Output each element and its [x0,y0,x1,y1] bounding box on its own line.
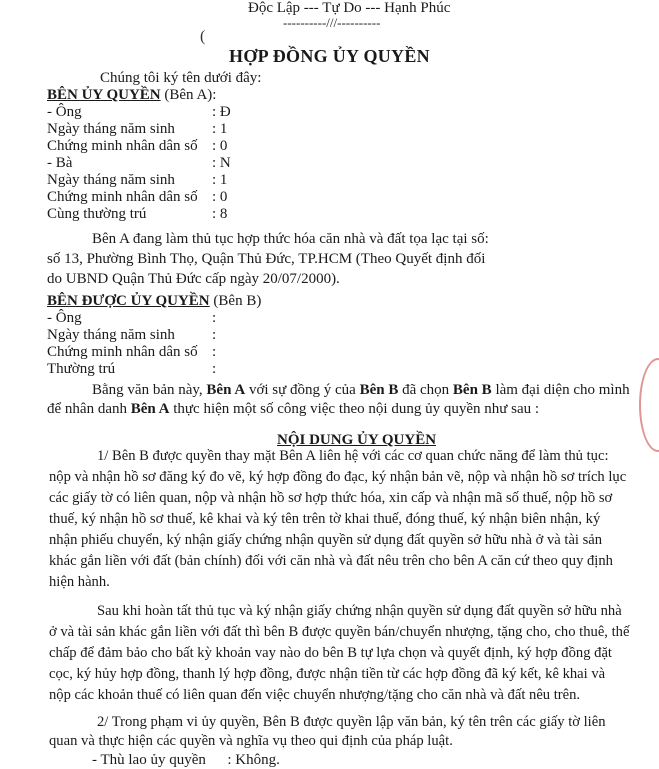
property-line: số 13, Phường Bình Thọ, Quận Thủ Đức, TP.HCM (Theo Quyết định đối [47,251,486,267]
field-label: - Ông [47,310,82,326]
field-value: : N [212,155,231,171]
party-a-field [47,121,227,138]
field-value: : 8 [212,206,228,222]
field-label: - Ông [47,104,82,120]
field-value: : [212,327,217,343]
motto-separator: ----------///---------- [283,15,381,30]
field-label: Chứng minh nhân dân số [47,344,198,360]
agreement-line-2 [47,401,539,418]
field-value: : Đ [212,104,231,120]
field-label: Chứng minh nhân dân số [47,138,198,154]
clause-1-line: nộp và nhận hồ sơ đăng ký đo vẽ, ký hợp đồng đo đạc, ký nhận bản vẽ, nộp và nhận hồ sơ trích lục [49,469,627,485]
clause-1-line: các giấy tờ có liên quan, nộp và nhận hồ sơ hợp thức hóa, xin cấp và nhận mã số thuế, nộp hồ sơ [49,490,613,506]
clause-1-line: hiện hành. [49,574,110,590]
party-ref: Bên A [206,382,246,398]
party-ref: Bên B [359,382,399,398]
party-b-title: BÊN ĐƯỢC ỦY QUYỀN [47,293,210,309]
field-label: Cùng thường trú [47,206,147,222]
party-a-title: BÊN ỦY QUYỀN [47,87,161,103]
party-a-field [47,155,231,172]
agreement-line-1 [92,382,630,399]
field-value: : 0 [212,138,228,154]
red-stamp-icon [639,358,659,452]
field-value: : 1 [212,172,228,188]
agreement-text: làm đại diện cho mình [491,382,630,398]
clause-1b-line: cọc, ký hủy hợp đồng, thanh lý hợp đồng, được nhận tiền từ các hợp đồng đã ký kết, kê khai và [49,666,606,682]
party-b-field [47,327,216,344]
agreement-text: để nhân danh [47,401,131,417]
pen-mark: ( [200,28,206,45]
party-a-field [47,206,227,223]
property-line: do UBND Quận Thủ Đức cấp ngày 20/07/2000). [47,271,340,287]
clause-2-line: quan và thực hiện các quyền và nghĩa vụ theo qui định của pháp luật. [49,733,453,749]
field-label: Ngày tháng năm sinh [47,121,175,137]
clause-1b-line: chấp để đảm bảo cho bất kỳ khoản vay nào do bên B tự lựa chọn và quyết định, ký hợp đồng đặt [49,645,612,661]
clause-1-line: 1/ Bên B được quyền thay mặt Bên A liên hệ với các cơ quan chức năng để làm thủ tục: [97,448,609,464]
clause-1b-line: nộp các khoản thuế có liên quan đến việc chuyển nhượng/tặng cho căn nhà và đất nêu trên. [49,687,581,703]
fee-line [92,752,280,769]
party-b-suffix: (Bên B) [209,293,262,309]
party-b-field [47,361,216,378]
clause-2-line: 2/ Trong phạm vi ủy quyền, Bên B được quyền lập văn bản, ký tên trên các giấy tờ liên [97,714,606,730]
field-value: : [212,310,217,326]
party-a-field [47,104,231,121]
agreement-text: Bằng văn bản này, [92,382,207,398]
field-label: - Bà [47,155,73,171]
field-label: Thường trú [47,361,116,377]
party-ref: Bên B [452,382,492,398]
field-value: : [212,361,217,377]
agreement-text: đã chọn [398,382,453,398]
party-a-field [47,138,227,155]
agreement-text: thực hiện một số công việc theo nội dung ủy quyền như sau : [169,401,540,417]
content-heading: NỘI DUNG ỦY QUYỀN [277,432,437,448]
fee-value: : Không. [227,752,280,768]
clause-1b-line: Sau khi hoàn tất thủ tục và ký nhận giấy chứng nhận quyền sử dụng đất quyền sở hữu nhà [97,603,622,619]
field-label: Ngày tháng năm sinh [47,327,175,343]
party-a-suffix: (Bên A): [160,87,217,103]
clause-1b-line: ở và tài sản khác gắn liền với đất thì bên B được quyền bán/chuyển nhượng, tặng cho, cho thuê, thế [49,624,630,640]
clause-1-line: nhận phiếu chuyển, ký nhận giấy chứng nhận quyền sử dụng đất quyền sở hữu nhà ở và tài sản [49,532,603,548]
field-value: : 1 [212,121,228,137]
field-label: Ngày tháng năm sinh [47,172,175,188]
party-ref: Bên A [130,401,170,417]
party-b-field [47,344,216,361]
party-a-field [47,172,227,189]
document-title: HỢP ĐỒNG ỦY QUYỀN [229,46,430,66]
fee-label: - Thù lao ủy quyền [92,752,206,768]
field-value: : [212,344,217,360]
agreement-text: với sự đồng ý của [245,382,360,398]
intro-text: Chúng tôi ký tên dưới đây: [100,70,262,86]
field-value: : 0 [212,189,228,205]
party-b-field [47,310,216,327]
party-a-field [47,189,227,206]
field-label: Chứng minh nhân dân số [47,189,198,205]
clause-1-line: thuế, ký nhận hồ sơ thuế, kê khai và ký tên trên tờ khai thuế, đóng thuế, ký nhận biên nhận, ký [49,511,601,527]
clause-1-line: khác gắn liền với đất (bản chính) đối với căn nhà và đất nêu trên cho bên A căn cứ theo quy định [49,553,613,569]
party-a-heading [47,87,216,104]
property-line: Bên A đang làm thủ tục hợp thức hóa căn nhà và đất tọa lạc tại số: [92,231,489,247]
party-b-heading [47,293,261,310]
national-motto: Độc Lập --- Tự Do --- Hạnh Phúc [248,0,451,16]
